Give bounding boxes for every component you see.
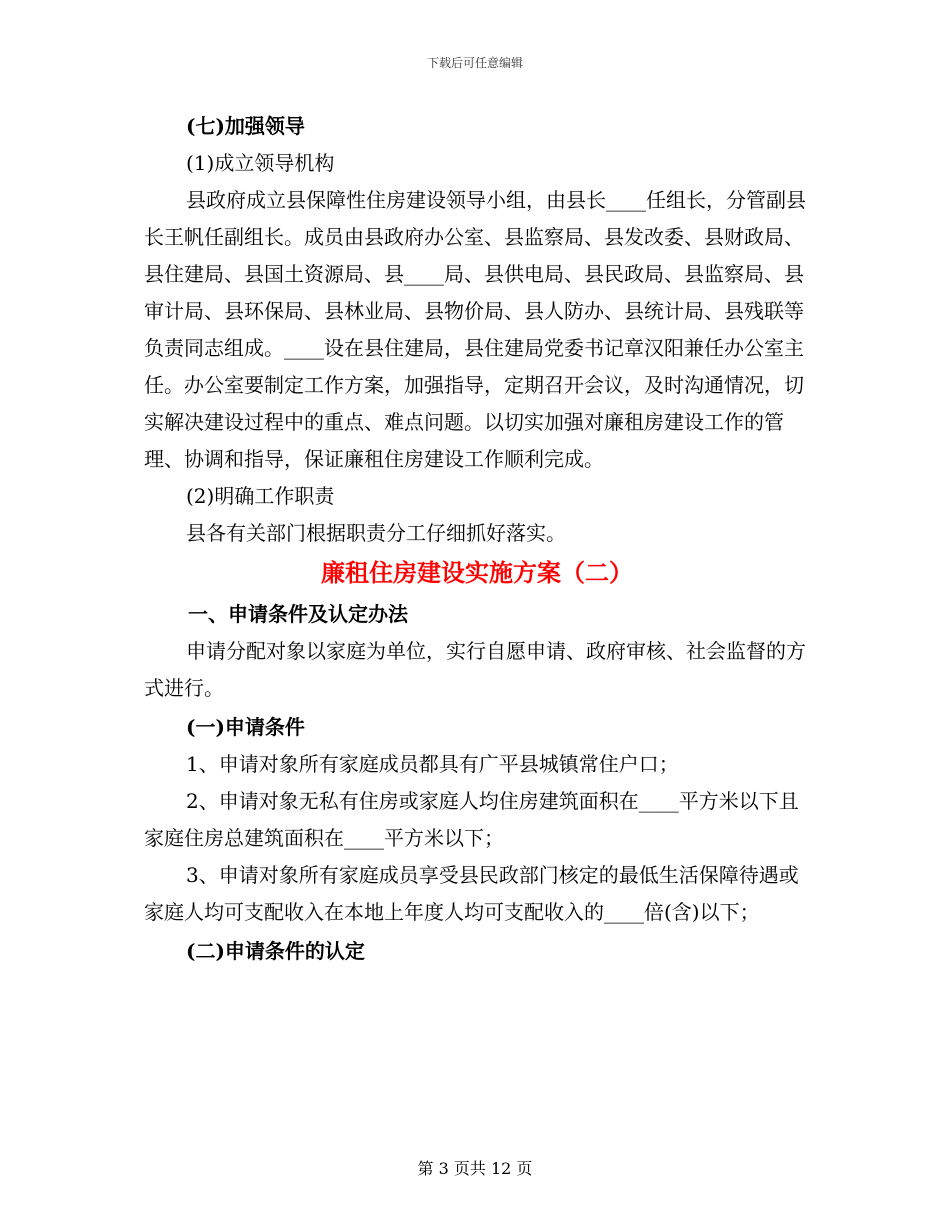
section-heading-strengthen-leadership: (七)加强领导: [186, 114, 305, 138]
paragraph-application-intro: 申请分配对象以家庭为单位，实行自愿申请、政府审核、社会监督的方式进行。: [144, 639, 806, 700]
document-body: [144, 108, 810, 970]
subheading-conditions: (一)申请条件: [186, 715, 305, 739]
section-heading-application-conditions: 一、申请条件及认定办法: [188, 602, 408, 626]
subheading-condition-confirmation: (二)申请条件的认定: [186, 939, 365, 963]
paragraph-leadership-group: 县政府成立县保障性住房建设领导小组，由县长____任组长，分管副县长王帆任副组长。成员由县政府办公室、县监察局、县发改委、县财政局、县住建局、县国土资源局、县____局、县供电局、县民政局、县监察局、县审计局、县环保局、县林业局、县物价局、县人防办、县统计局、县残联等负责同志组成。____设在县住建局，县住建局党委书记章汉阳兼任办公室主任。办公室要制定工作方案，加强指导，定期召开会议，及时沟通情况，切实解决建设过程中的重点、难点问题。以切实加强对廉租房建设工作的管理、协调和指导，保证廉租住房建设工作顺利完成。: [144, 188, 806, 471]
list-item-condition-1: 1、申请对象所有家庭成员都具有广平县城镇常住户口；: [186, 752, 679, 776]
subheading-establish-organization: (1)成立领导机构: [186, 151, 335, 175]
subheading-clarify-duties: (2)明确工作职责: [186, 484, 335, 508]
page-header-note: 下载后可任意编辑: [426, 56, 523, 70]
paragraph-duties: 县各有关部门根据职责分工仔细抓好落实。: [186, 521, 566, 545]
list-item-condition-3: 3、申请对象所有家庭成员享受县民政部门核定的最低生活保障待遇或家庭人均可支配收入在本地上年度人均可支配收入的____倍(含)以下；: [144, 863, 799, 924]
page-number: 第 3 页共 12 页: [417, 1159, 533, 1178]
list-item-condition-2: 2、申请对象无私有住房或家庭人均住房建筑面积在____平方米以下且家庭住房总建筑面积在____平方米以下；: [144, 789, 799, 850]
document-title: 廉租住房建设实施方案（二）: [321, 558, 633, 587]
